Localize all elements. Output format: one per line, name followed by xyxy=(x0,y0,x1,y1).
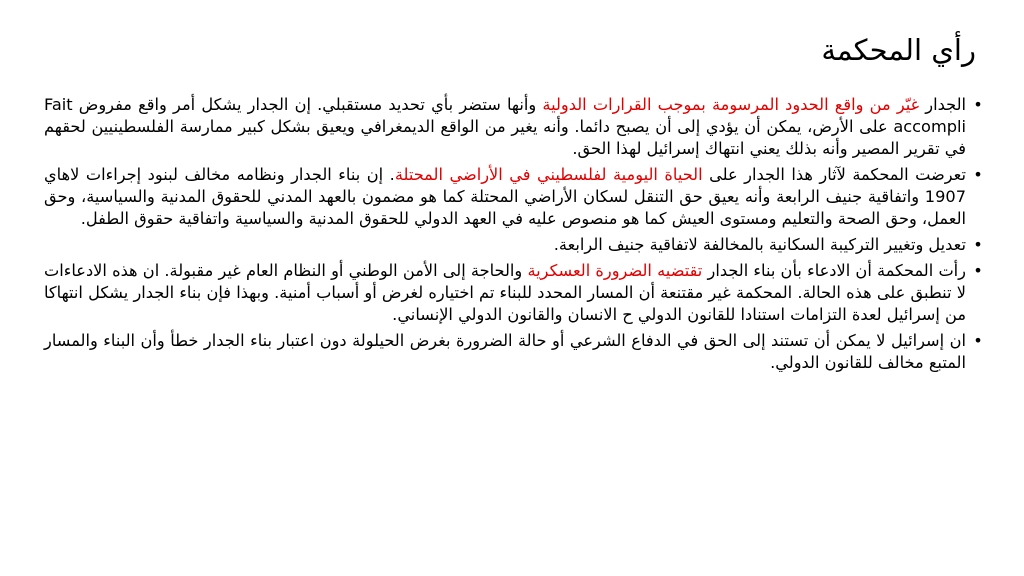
highlighted-text: غيّر من واقع الحدود المرسومة بموجب القرارات الدولية xyxy=(542,95,920,114)
bullet-item-4 xyxy=(44,260,988,326)
bullet-item-3 xyxy=(44,234,988,256)
bullet-text: ان إسرائيل لا يمكن أن تستند إلى الحق في الدفاع الشرعي أو حالة الضرورة بغرض الحيلولة دون اعتبار بناء الجدار خطأ وأن البناء والمسار المتبع مخالف للقانون الدولي. xyxy=(44,331,966,372)
bullet-item-2 xyxy=(44,164,988,230)
bullet-item-5 xyxy=(44,330,988,374)
bullet-text: وأنها ستضر بأي تحديد مستقبلي. إن الجدار يشكل أمر واقع مفروض Fait accompli على الأرض، يمكن أن يؤدي إلى أن يصبح دائما. وأنه يغير من الواقع الديمغرافي ويعيق بشكل كبير ممارسة الفلسطينيين لحقهم في تقرير المصير وأنه بذلك يعني انتهاك إسرائيل لهذا الحق. xyxy=(44,95,966,158)
bullet-text: والحاجة إلى الأمن الوطني أو النظام العام غير مقبولة. ان هذه الادعاءات لا تنطبق على هذه الحالة. المحكمة غير مقتنعة أن المسار المحدد للبناء تم اختياره لغرض أو أسباب أمنية. وبهذا فإن بناء الجدار يشكل انتهاكا من إسرائيل لعدة التزامات استنادا للقانون الدولي ح الانسان والقانون الدولي الإنساني. xyxy=(44,261,966,324)
bullet-marker: • xyxy=(973,165,983,184)
bullet-text: تعديل وتغيير التركيبة السكانية بالمخالفة لاتفاقية جنيف الرابعة. xyxy=(553,235,966,254)
bullet-text: . إن بناء الجدار ونظامه مخالف لبنود إجراءات لاهاي 1907 واتفاقية جنيف الرابعة وأنه يعيق حق التنقل لسكان الأراضي المحتلة كما هو مضمون بالعهد المدني للحقوق المدنية والسياسية، وحق العمل، وحق الصحة والتعليم ومستوى العيش كما هو منصوص عليه في العهد الدولي للحقوق المدنية والسياسية واتفاقية حقوق الطفل. xyxy=(44,165,966,228)
bullet-marker: • xyxy=(973,261,983,280)
bullet-marker: • xyxy=(973,95,983,114)
highlighted-text: الحياة اليومية لفلسطيني في الأراضي المحتلة xyxy=(394,165,703,184)
bullet-item-1 xyxy=(44,94,988,160)
bullet-marker: • xyxy=(973,331,983,350)
highlighted-text: تقتضيه الضرورة العسكرية xyxy=(527,261,703,280)
bullet-text: رأت المحكمة أن الادعاء بأن بناء الجدار xyxy=(702,261,966,280)
bullet-marker: • xyxy=(973,235,983,254)
bullet-list xyxy=(44,94,988,378)
bullet-text: الجدار xyxy=(919,95,966,114)
slide-title: رأي المحكمة xyxy=(821,33,976,67)
bullet-text: تعرضت المحكمة لآثار هذا الجدار على xyxy=(702,165,966,184)
